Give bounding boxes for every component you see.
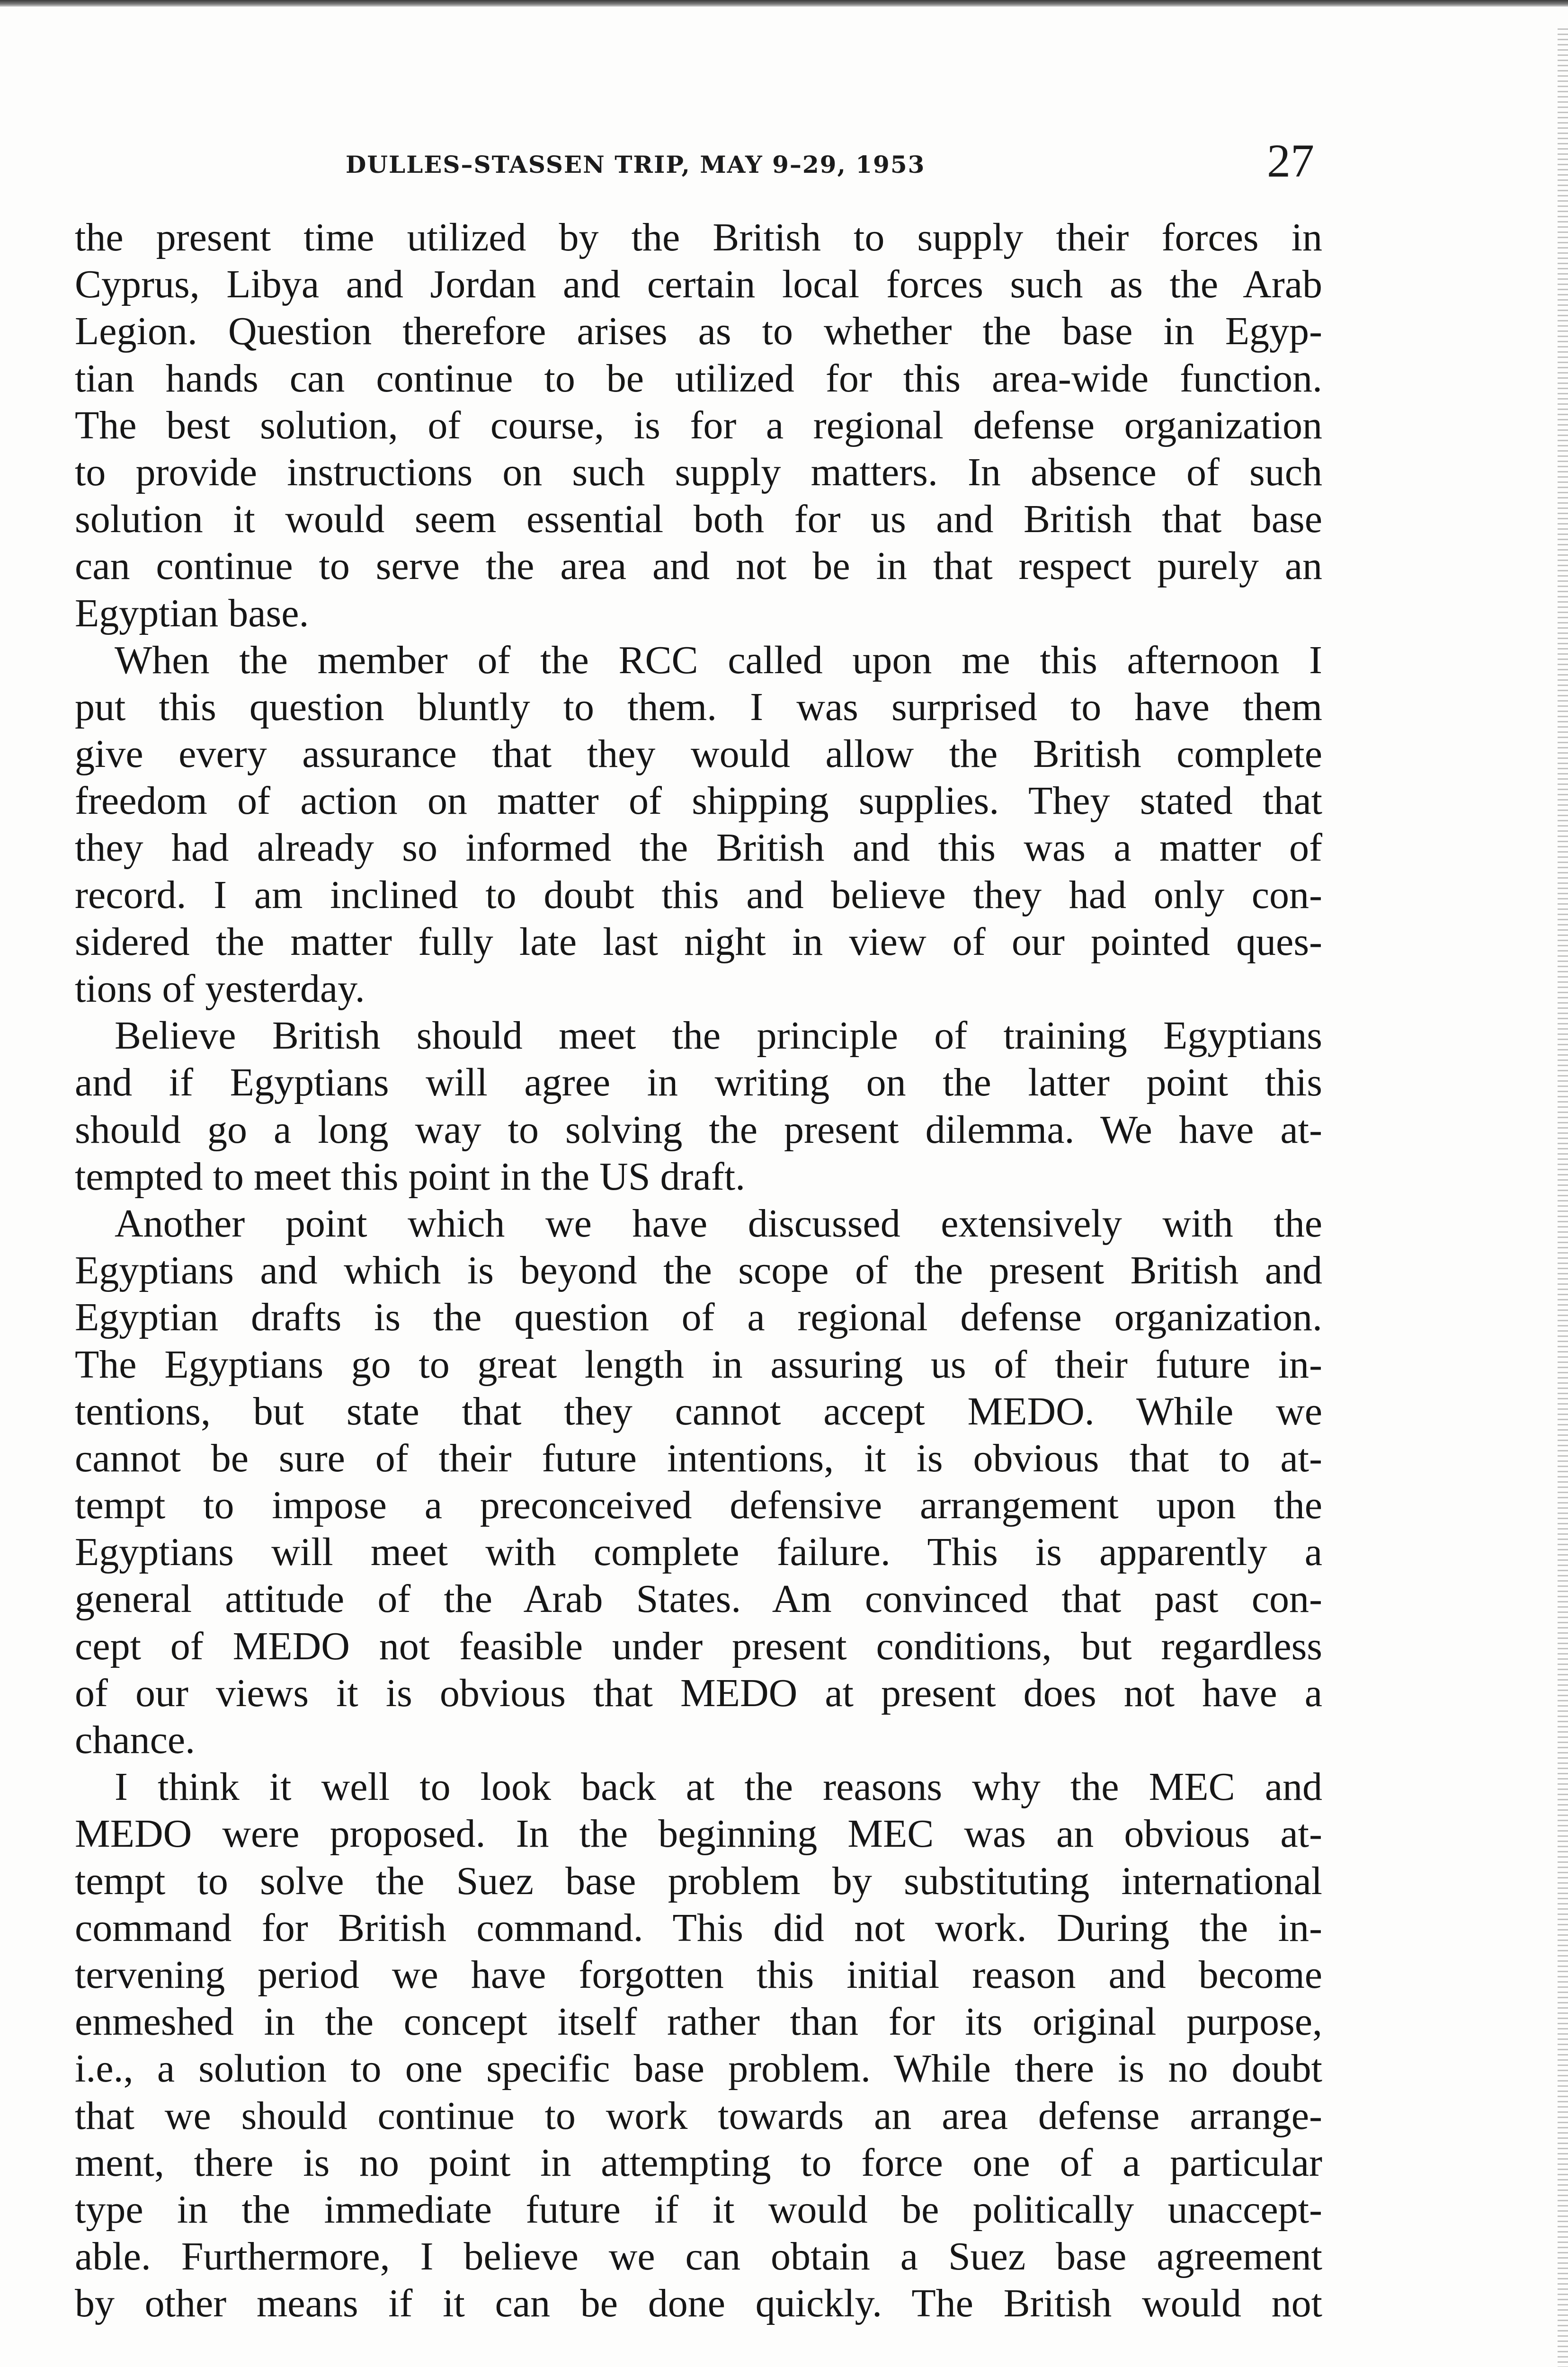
text-line: the present time utilized by the British to supply their forces in xyxy=(75,215,1322,259)
text-line: able. Furthermore, I believe we can obtain a Suez base agreement xyxy=(75,2234,1322,2279)
text-line: tervening period we have forgotten this initial reason and become xyxy=(75,1952,1322,1997)
text-line: tions of yesterday. xyxy=(75,967,365,1011)
text-line: they had already so informed the British and this was a matter of xyxy=(75,826,1322,870)
paragraph-4 xyxy=(75,1200,1322,1763)
text-line: ment, there is no point in attempting to force one of a particular xyxy=(75,2140,1322,2185)
text-line: tentions, but state that they cannot accept MEDO. While we xyxy=(75,1389,1322,1433)
text-line: Egyptians and which is beyond the scope of the present British and xyxy=(75,1248,1322,1293)
page-number: 27 xyxy=(1267,134,1314,187)
scan-top-edge xyxy=(0,0,1568,7)
text-line: i.e., a solution to one specific base problem. While there is no doubt xyxy=(75,2047,1322,2091)
text-line: tempt to impose a preconceived defensive arrangement upon the xyxy=(75,1483,1322,1528)
text-line: Another point which we have discussed extensively with the xyxy=(115,1201,1322,1246)
text-line: Legion. Question therefore arises as to whether the base in Egyp- xyxy=(75,309,1322,354)
text-line: general attitude of the Arab States. Am convinced that past con- xyxy=(75,1577,1322,1621)
text-line: Cyprus, Libya and Jordan and certain local forces such as the Arab xyxy=(75,262,1322,307)
text-line: give every assurance that they would allow the British complete xyxy=(75,732,1322,776)
text-line: cept of MEDO not feasible under present conditions, but regardless xyxy=(75,1624,1322,1668)
text-line: tempted to meet this point in the US draft. xyxy=(75,1154,746,1199)
text-line: tempt to solve the Suez base problem by substituting international xyxy=(75,1859,1322,1903)
text-line: The Egyptians go to great length in assuring us of their future in- xyxy=(75,1342,1322,1387)
text-line: Egyptian base. xyxy=(75,591,309,635)
body-text xyxy=(75,214,1322,2327)
text-line: and if Egyptians will agree in writing on the latter point this xyxy=(75,1060,1322,1105)
paragraph-3 xyxy=(75,1012,1322,1200)
text-line: type in the immediate future if it would be politically unaccept- xyxy=(75,2187,1322,2232)
text-line: should go a long way to solving the present dilemma. We have at- xyxy=(75,1107,1322,1152)
paragraph-5 xyxy=(75,1763,1322,2327)
text-line: that we should continue to work towards an area defense arrange- xyxy=(75,2093,1322,2138)
text-line: by other means if it can be done quickly. The British would not xyxy=(75,2281,1322,2326)
scan-right-edge xyxy=(1558,28,1568,2367)
text-line: Egyptian drafts is the question of a regional defense organization. xyxy=(75,1295,1322,1340)
text-line: I think it well to look back at the reasons why the MEC and xyxy=(115,1765,1322,1809)
text-line: of our views it is obvious that MEDO at present does not have a xyxy=(75,1671,1322,1715)
text-line: enmeshed in the concept itself rather than for its original purpose, xyxy=(75,2000,1322,2044)
text-line: record. I am inclined to doubt this and believe they had only con- xyxy=(75,872,1322,917)
text-line: MEDO were proposed. In the beginning MEC was an obvious at- xyxy=(75,1812,1322,1856)
text-line: command for British command. This did not work. During the in- xyxy=(75,1905,1322,1950)
text-line: sidered the matter fully late last night in view of our pointed ques- xyxy=(75,919,1322,964)
text-line: The best solution, of course, is for a regional defense organization xyxy=(75,403,1322,447)
text-line: freedom of action on matter of shipping supplies. They stated that xyxy=(75,779,1322,823)
text-line: When the member of the RCC called upon me this afternoon I xyxy=(115,638,1322,682)
text-line: solution it would seem essential both for us and British that base xyxy=(75,497,1322,542)
text-line: to provide instructions on such supply matters. In absence of such xyxy=(75,450,1322,494)
text-line: Egyptians will meet with complete failure. This is apparently a xyxy=(75,1530,1322,1575)
text-line: put this question bluntly to them. I was surprised to have them xyxy=(75,685,1322,729)
text-line: cannot be sure of their future intentions, it is obvious that to at- xyxy=(75,1436,1322,1480)
text-line: tian hands can continue to be utilized for this area-wide function. xyxy=(75,356,1322,400)
text-line: can continue to serve the area and not be in that respect purely an xyxy=(75,544,1322,588)
paragraph-1 xyxy=(75,214,1322,637)
text-line: chance. xyxy=(75,1718,196,1762)
text-line: Believe British should meet the principle of training Egyptians xyxy=(115,1014,1322,1058)
running-head: DULLES–STASSEN TRIP, MAY 9–29, 1953 xyxy=(346,151,926,178)
paragraph-2 xyxy=(75,637,1322,1013)
